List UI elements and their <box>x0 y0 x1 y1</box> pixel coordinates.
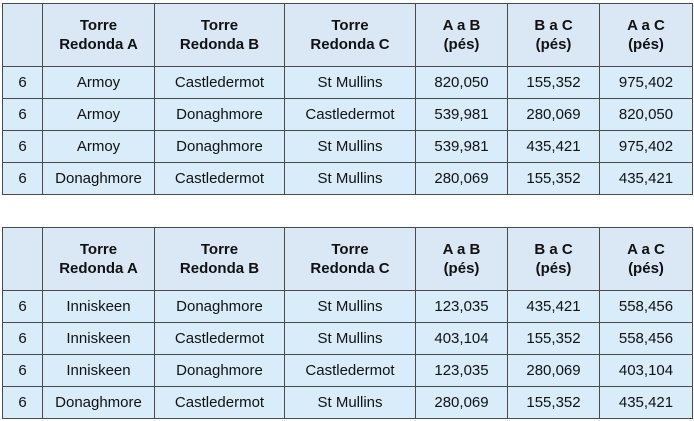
tower-distance-table-2 <box>2 227 693 419</box>
table-row <box>3 67 693 99</box>
header-tower-c: Torre Redonda C <box>285 228 416 291</box>
cell-index: 6 <box>3 99 43 131</box>
cell-b-to-c: 435,421 <box>508 291 600 323</box>
header-a-to-b: A a B (pés) <box>416 4 508 67</box>
tower-distance-table-1 <box>2 3 693 195</box>
cell-tower-b: Donaghmore <box>155 291 285 323</box>
cell-b-to-c: 435,421 <box>508 131 600 163</box>
header-a-to-c: A a C (pés) <box>600 228 693 291</box>
cell-tower-a: Donaghmore <box>43 387 155 419</box>
header-a-to-b: A a B (pés) <box>416 228 508 291</box>
cell-index: 6 <box>3 131 43 163</box>
cell-a-to-b: 123,035 <box>416 291 508 323</box>
cell-tower-b: Castledermot <box>155 67 285 99</box>
cell-a-to-c: 435,421 <box>600 387 693 419</box>
cell-a-to-c: 975,402 <box>600 67 693 99</box>
cell-tower-c: St Mullins <box>285 323 416 355</box>
cell-index: 6 <box>3 323 43 355</box>
cell-index: 6 <box>3 163 43 195</box>
cell-tower-a: Donaghmore <box>43 163 155 195</box>
cell-a-to-c: 558,456 <box>600 323 693 355</box>
cell-tower-a: Inniskeen <box>43 323 155 355</box>
cell-b-to-c: 280,069 <box>508 99 600 131</box>
cell-tower-a: Armoy <box>43 67 155 99</box>
cell-a-to-b: 280,069 <box>416 163 508 195</box>
cell-a-to-b: 539,981 <box>416 131 508 163</box>
table-row <box>3 387 693 419</box>
cell-a-to-b: 403,104 <box>416 323 508 355</box>
header-tower-c: Torre Redonda C <box>285 4 416 67</box>
table-row <box>3 131 693 163</box>
cell-tower-b: Castledermot <box>155 163 285 195</box>
cell-tower-a: Inniskeen <box>43 355 155 387</box>
cell-tower-b: Donaghmore <box>155 355 285 387</box>
cell-tower-b: Donaghmore <box>155 99 285 131</box>
table-row <box>3 163 693 195</box>
cell-index: 6 <box>3 355 43 387</box>
table-row <box>3 323 693 355</box>
cell-a-to-c: 820,050 <box>600 99 693 131</box>
cell-a-to-c: 558,456 <box>600 291 693 323</box>
cell-a-to-b: 280,069 <box>416 387 508 419</box>
cell-a-to-c: 403,104 <box>600 355 693 387</box>
cell-tower-b: Castledermot <box>155 323 285 355</box>
cell-a-to-b: 820,050 <box>416 67 508 99</box>
header-tower-a: Torre Redonda A <box>43 4 155 67</box>
cell-tower-a: Armoy <box>43 99 155 131</box>
cell-tower-a: Inniskeen <box>43 291 155 323</box>
cell-index: 6 <box>3 67 43 99</box>
cell-tower-b: Castledermot <box>155 387 285 419</box>
cell-tower-c: St Mullins <box>285 131 416 163</box>
table-row <box>3 355 693 387</box>
cell-a-to-c: 975,402 <box>600 131 693 163</box>
table-header-row <box>3 228 693 291</box>
cell-b-to-c: 280,069 <box>508 355 600 387</box>
table-row <box>3 291 693 323</box>
cell-tower-c: Castledermot <box>285 99 416 131</box>
cell-tower-c: St Mullins <box>285 291 416 323</box>
cell-a-to-c: 435,421 <box>600 163 693 195</box>
cell-tower-a: Armoy <box>43 131 155 163</box>
cell-tower-c: St Mullins <box>285 163 416 195</box>
cell-a-to-b: 539,981 <box>416 99 508 131</box>
cell-index: 6 <box>3 387 43 419</box>
header-index <box>3 4 43 67</box>
cell-tower-c: St Mullins <box>285 67 416 99</box>
cell-b-to-c: 155,352 <box>508 387 600 419</box>
header-tower-b: Torre Redonda B <box>155 228 285 291</box>
cell-tower-c: St Mullins <box>285 387 416 419</box>
header-index <box>3 228 43 291</box>
cell-b-to-c: 155,352 <box>508 163 600 195</box>
header-a-to-c: A a C (pés) <box>600 4 693 67</box>
cell-tower-c: Castledermot <box>285 355 416 387</box>
cell-index: 6 <box>3 291 43 323</box>
header-tower-a: Torre Redonda A <box>43 228 155 291</box>
cell-a-to-b: 123,035 <box>416 355 508 387</box>
cell-b-to-c: 155,352 <box>508 67 600 99</box>
header-tower-b: Torre Redonda B <box>155 4 285 67</box>
table-row <box>3 99 693 131</box>
cell-tower-b: Donaghmore <box>155 131 285 163</box>
header-b-to-c: B a C (pés) <box>508 4 600 67</box>
cell-b-to-c: 155,352 <box>508 323 600 355</box>
header-b-to-c: B a C (pés) <box>508 228 600 291</box>
table-header-row <box>3 4 693 67</box>
